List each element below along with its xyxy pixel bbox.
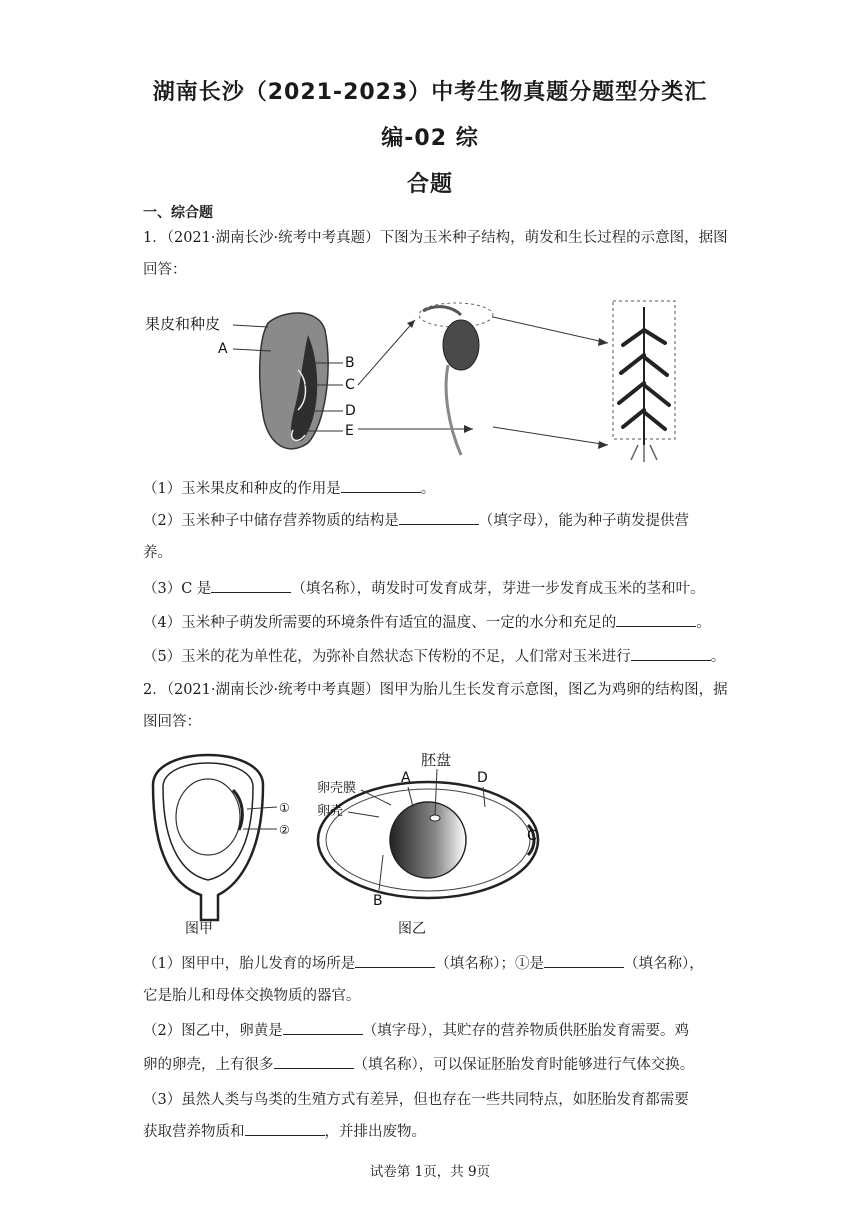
q1-sub1-blank[interactable] [341, 478, 421, 493]
q1-sub5-blank[interactable] [631, 646, 711, 661]
q1-sub2: （2）玉米种子中储存营养物质的结构是 （填字母），能为种子萌发提供营 [143, 510, 689, 532]
label-egg-A: A [401, 770, 411, 786]
label-shell: 卵壳 [317, 804, 344, 819]
q2-sub1-line2: 它是胎儿和母体交换物质的器官。 [143, 988, 361, 1004]
q2-sub1: （1）图甲中，胎儿发育的场所是 （填名称）；①是 （填名称）， [143, 953, 704, 975]
q1-stem: 1．（2021·湖南长沙·统考中考真题）下图为玉米种子结构，萌发和生长过程的示意图，据图回答： [143, 230, 728, 278]
fig-a-mark-2: ② [279, 823, 290, 837]
label-egg-D: D [477, 770, 488, 786]
q2-sub2-line2: 卵的卵壳，上有很多 （填名称），可以保证胚胎发育时能够进行气体交换。 [143, 1054, 694, 1076]
q2-sub3-blank[interactable] [245, 1121, 325, 1136]
fig-b-caption: 图乙 [398, 921, 426, 937]
label-egg-C: C [527, 828, 537, 844]
label-pericarp: 果皮和种皮 [145, 315, 221, 333]
section-heading: 一、综合题 [143, 205, 213, 221]
q1-sub2-blank[interactable] [399, 510, 479, 525]
q1-sub4-blank[interactable] [616, 612, 696, 627]
label-embryo-disc: 胚盘 [421, 751, 452, 769]
q2-sub2-blank-2[interactable] [274, 1054, 354, 1069]
label-egg-B: B [373, 893, 383, 909]
label-A: A [218, 341, 228, 357]
fig-a-caption: 图甲 [185, 921, 213, 937]
q2-sub1-blank-1[interactable] [355, 953, 435, 968]
label-B: B [345, 355, 355, 371]
label-shell-membrane: 卵壳膜 [317, 781, 357, 796]
q2-sub2: （2）图乙中，卵黄是 （填字母），其贮存的营养物质供胚胎发育需要。鸡 [143, 1020, 689, 1042]
document-title [120, 70, 740, 208]
q2-sub3: （3）虽然人类与鸟类的生殖方式有差异，但也存在一些共同特点，如胚胎发育都需要 [143, 1092, 689, 1108]
label-C: C [345, 377, 355, 393]
q1-sub2-line2: 养。 [143, 545, 172, 561]
corn-seed-figure [143, 295, 703, 465]
title-line-1: 湖南长沙（2021-2023）中考生物真题分题型分类汇编-02 综 [152, 80, 708, 151]
page-footer: 试卷第 1页，共 9页 [369, 1164, 491, 1180]
q2-sub3-line2: 获取营养物质和 ，并排出废物。 [143, 1121, 426, 1143]
label-D: D [345, 403, 356, 419]
fetus-egg-figure [143, 745, 563, 940]
q2-sub2-blank-1[interactable] [283, 1020, 363, 1035]
title-line-2: 合题 [406, 172, 453, 197]
q1-sub4: （4）玉米种子萌发所需要的环境条件有适宜的温度、一定的水分和充足的 。 [143, 612, 711, 634]
q2-stem: 2．（2021·湖南长沙·统考中考真题）图甲为胎儿生长发育示意图，图乙为鸡卵的结构图，据图回答： [143, 682, 728, 730]
q1-sub3-blank[interactable] [211, 578, 291, 593]
q1-sub3: （3）C 是 （填名称），萌发时可发育成芽，芽进一步发育成玉米的茎和叶。 [143, 578, 705, 600]
fig-a-mark-1: ① [279, 801, 290, 815]
label-E: E [345, 423, 354, 439]
q2-sub1-blank-2[interactable] [544, 953, 624, 968]
q1-sub5: （5）玉米的花为单性花，为弥补自然状态下传粉的不足，人们常对玉米进行 。 [143, 646, 725, 668]
q1-sub1: （1）玉米果皮和种皮的作用是 。 [143, 478, 435, 500]
